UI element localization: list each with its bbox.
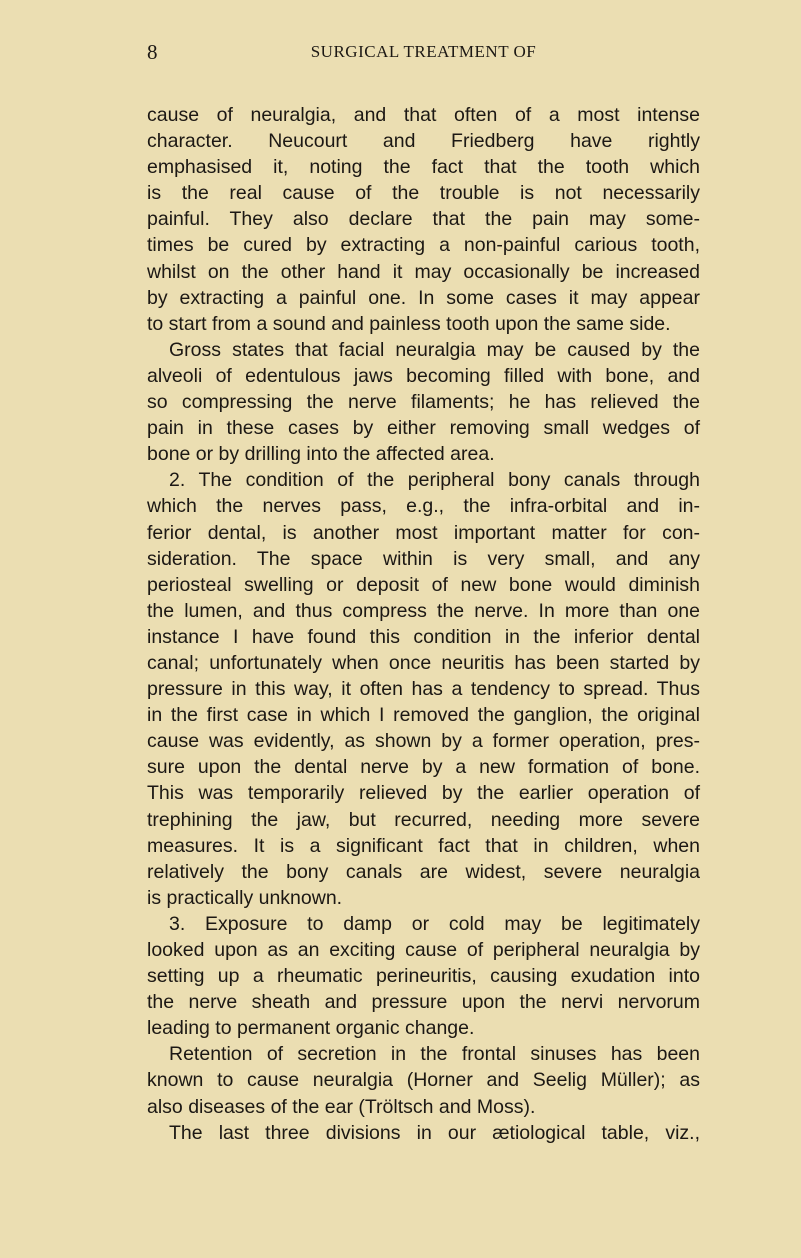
text-line: times be cured by extracting a non-painful carious tooth,	[147, 234, 700, 257]
text-line: alveoli of edentulous jaws becoming filled with bone, and	[147, 364, 700, 387]
text-line: Retention of secretion in the frontal sinuses has been	[169, 1043, 700, 1066]
text-line: 2. The condition of the peripheral bony canals through	[169, 469, 700, 492]
text-line: cause was evidently, as shown by a former operation, pres-	[147, 730, 700, 753]
running-head: SURGICAL TREATMENT OF	[310, 42, 537, 61]
text-line: to start from a sound and painless tooth upon the same side.	[147, 312, 671, 335]
text-line: the nerve sheath and pressure upon the nervi nervorum	[147, 991, 700, 1014]
body-text	[147, 102, 700, 1146]
text-line: pain in these cases by either removing small wedges of	[147, 417, 700, 440]
text-line: bone or by drilling into the affected area.	[147, 443, 495, 466]
text-line: measures. It is a significant fact that in children, when	[147, 834, 700, 857]
text-line: pressure in this way, it often has a tendency to spread. Thus	[147, 678, 700, 701]
text-line: relatively the bony canals are widest, severe neuralgia	[147, 860, 700, 883]
text-line: periosteal swelling or deposit of new bone would diminish	[147, 573, 700, 596]
text-line: which the nerves pass, e.g., the infra-orbital and in-	[147, 495, 700, 518]
text-line: ferior dental, is another most important matter for con-	[147, 521, 700, 544]
text-line: Gross states that facial neuralgia may be caused by the	[169, 338, 700, 361]
text-line: sure upon the dental nerve by a new formation of bone.	[147, 756, 700, 779]
page-number: 8	[147, 40, 158, 64]
text-line: also diseases of the ear (Tröltsch and Moss).	[147, 1095, 536, 1118]
text-line: emphasised it, noting the fact that the tooth which	[147, 156, 700, 179]
text-line: in the first case in which I removed the ganglion, the original	[147, 704, 700, 727]
text-line: 3. Exposure to damp or cold may be legitimately	[169, 912, 700, 935]
text-line: leading to permanent organic change.	[147, 1017, 475, 1040]
text-line: instance I have found this condition in the inferior dental	[147, 625, 700, 648]
text-line: whilst on the other hand it may occasionally be increased	[147, 260, 700, 283]
text-line: The last three divisions in our ætiological table, viz.,	[169, 1121, 700, 1144]
text-line: the lumen, and thus compress the nerve. In more than one	[147, 599, 700, 622]
text-line: by extracting a painful one. In some cases it may appear	[147, 286, 700, 309]
text-line: canal; unfortunately when once neuritis has been started by	[147, 651, 700, 674]
text-line: This was temporarily relieved by the earlier operation of	[147, 782, 700, 805]
text-line: looked upon as an exciting cause of peripheral neuralgia by	[147, 939, 700, 961]
text-line: sideration. The space within is very small, and any	[147, 547, 700, 570]
text-line: cause of neuralgia, and that often of a most intense	[147, 104, 700, 126]
text-line: character. Neucourt and Friedberg have rightly	[147, 130, 700, 153]
text-line: so compressing the nerve filaments; he has relieved the	[147, 391, 700, 414]
text-line: known to cause neuralgia (Horner and Seelig Müller); as	[147, 1069, 700, 1092]
text-line: trephining the jaw, but recurred, needing more severe	[147, 808, 700, 831]
text-line: painful. They also declare that the pain may some-	[147, 208, 700, 231]
text-line: setting up a rheumatic perineuritis, causing exudation into	[147, 965, 700, 988]
text-line: is practically unknown.	[147, 886, 343, 909]
text-line: is the real cause of the trouble is not necessarily	[147, 182, 700, 205]
page-header	[147, 40, 700, 66]
